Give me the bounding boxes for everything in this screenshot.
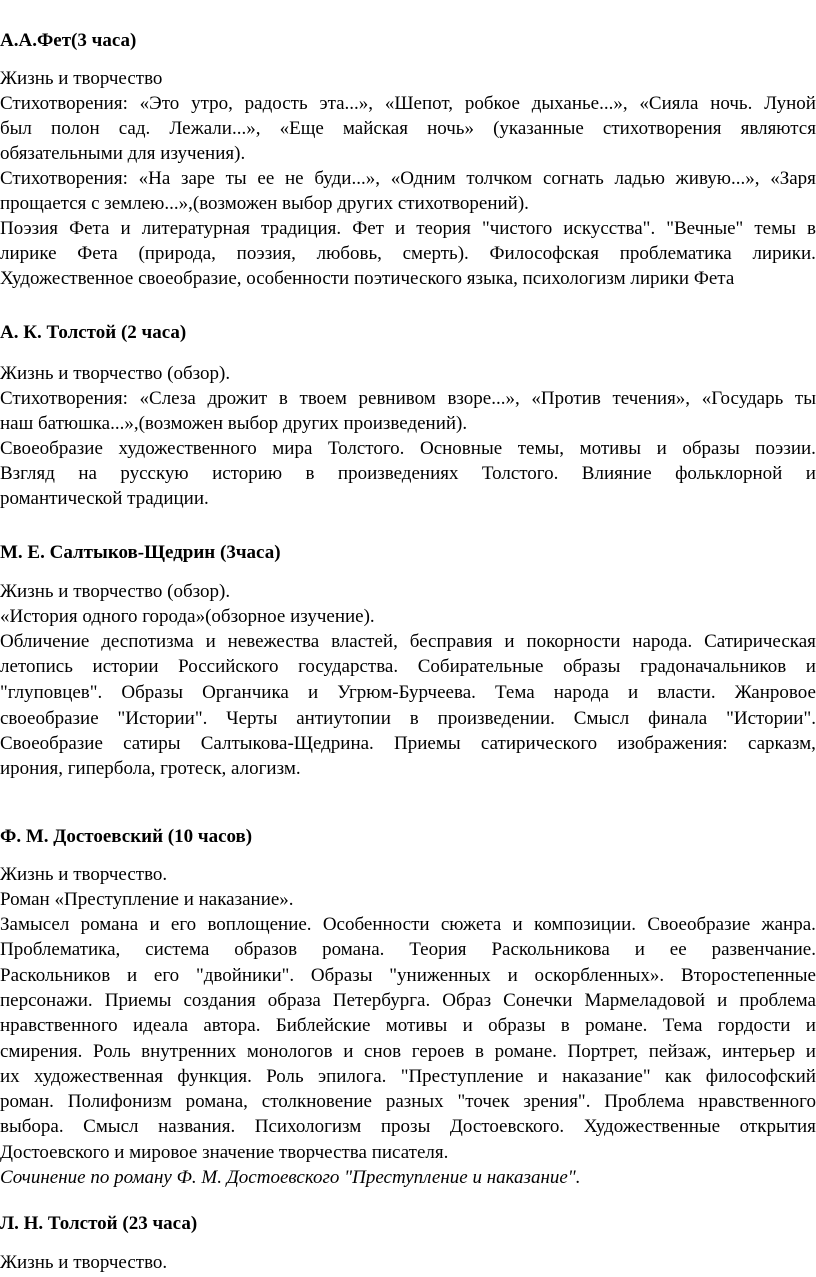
word: жанра. — [761, 914, 816, 935]
word: образы — [488, 1015, 546, 1036]
word: система — [145, 939, 210, 960]
word: финала — [648, 708, 708, 729]
text-line: смирения. — [0, 1041, 83, 1062]
word: «Еще — [279, 118, 324, 139]
text-line-justified — [0, 654, 816, 679]
word: "Истории". — [726, 708, 816, 729]
word: оскорбленных». — [534, 965, 665, 986]
word: полон — [51, 118, 100, 139]
word: властей, — [331, 631, 398, 652]
text-line: Своеобразие — [0, 438, 103, 459]
word: "Преступление — [400, 1066, 524, 1087]
word: Образ — [442, 990, 492, 1011]
text-line: Поэзия — [0, 218, 59, 239]
word: "чистого — [481, 218, 553, 239]
word: и — [634, 939, 645, 960]
word: ты — [225, 168, 247, 189]
text-line: «История одного города»(обзорное изучение). — [0, 606, 375, 627]
word: Библейские — [275, 1015, 371, 1036]
word: Достоевского. — [449, 1116, 565, 1137]
word: заре — [180, 168, 215, 189]
word: и — [512, 914, 523, 935]
text-line: Жизнь и творчество (обзор). — [0, 363, 231, 384]
text-line: ирония, гипербола, гротеск, алогизм. — [0, 758, 301, 779]
word: фольклорной — [675, 463, 783, 484]
section-heading-saltykov: М. Е. Салтыков-Щедрин (3часа) — [0, 542, 281, 563]
text-line-justified — [0, 629, 816, 654]
word: искусства". — [563, 218, 656, 239]
word: смерть). — [402, 243, 469, 264]
word: «Государь — [701, 388, 784, 409]
word: Смысл — [83, 1116, 139, 1137]
text-line: Своеобразие — [0, 733, 103, 754]
word: Образы — [121, 682, 183, 703]
word: дрожит — [207, 388, 268, 409]
word: мотивы — [579, 438, 642, 459]
word: Черты — [226, 708, 278, 729]
word: течения», — [612, 388, 691, 409]
word: интерьер — [721, 1041, 796, 1062]
word: названия. — [158, 1116, 236, 1137]
word: Философская — [489, 243, 599, 264]
word: романе. — [585, 1015, 648, 1036]
word: Мармеладовой — [584, 990, 706, 1011]
word: буди...», — [314, 168, 380, 189]
text-line-justified — [0, 116, 816, 141]
word: Сатирическая — [704, 631, 816, 652]
word: идеала — [132, 1015, 188, 1036]
text-line-justified — [0, 706, 816, 731]
word: стихотворения — [602, 118, 722, 139]
word: и — [717, 990, 728, 1011]
word: «Шепот, — [384, 93, 454, 114]
word: ладью — [614, 168, 665, 189]
text-line-justified — [0, 1064, 816, 1089]
word: сарказм, — [747, 733, 816, 754]
word: воплощение. — [207, 914, 312, 935]
word: "Вечные" — [666, 218, 744, 239]
text-line: Жизнь и творчество. — [0, 1252, 168, 1273]
word: в — [474, 1041, 484, 1062]
word: мотивы — [385, 1015, 448, 1036]
word: зрения". — [523, 1091, 591, 1112]
word: изображения: — [617, 733, 728, 754]
text-line: летопись — [0, 656, 73, 677]
word: Портрет, — [567, 1041, 639, 1062]
word: являются — [740, 118, 816, 139]
word: в — [806, 218, 816, 239]
word: невежества — [227, 631, 320, 652]
word: и — [656, 438, 667, 459]
word: любовь, — [316, 243, 382, 264]
word: поэзия, — [236, 243, 296, 264]
essay-assignment-line: Сочинение по роману Ф. М. Достоевского "Преступление и наказание". — [0, 1167, 581, 1188]
word: историю — [212, 463, 283, 484]
word: монологов — [246, 1041, 333, 1062]
word: Салтыкова-Щедрина. — [200, 733, 374, 754]
text-line-justified — [0, 963, 816, 988]
word: "униженных — [389, 965, 491, 986]
word: «На — [138, 168, 171, 189]
word: бесправия — [409, 631, 493, 652]
text-line: Раскольников — [0, 965, 111, 986]
text-line-justified — [0, 1089, 816, 1114]
word: Проблема — [604, 1091, 685, 1112]
word: внутренних — [141, 1041, 237, 1062]
word: его — [153, 965, 180, 986]
text-line-justified — [0, 241, 816, 266]
word: твоем — [299, 388, 347, 409]
text-line-justified — [0, 1013, 816, 1038]
word: Приемы — [394, 733, 461, 754]
word: радость — [244, 93, 308, 114]
word: мира — [272, 438, 313, 459]
word: романа. — [322, 939, 385, 960]
word: поэзии. — [755, 438, 816, 459]
text-line: Проблематика, — [0, 939, 121, 960]
word: Основные — [419, 438, 503, 459]
word: сад. — [118, 118, 151, 139]
word: сатирического — [480, 733, 598, 754]
text-line: роман. — [0, 1091, 54, 1112]
word: ты — [794, 388, 816, 409]
word: антиутопии — [296, 708, 391, 729]
word: произведениях — [337, 463, 459, 484]
word: Полифонизм — [67, 1091, 172, 1112]
word: русскую — [120, 463, 189, 484]
word: композиции. — [534, 914, 637, 935]
word: ее — [669, 939, 687, 960]
text-line: обязательными для изучения). — [0, 143, 246, 164]
word: Фета — [77, 243, 118, 264]
text-line: Жизнь и творчество. — [0, 864, 168, 885]
word: Образы — [310, 965, 373, 986]
word: (природа, — [138, 243, 216, 264]
word: темы, — [517, 438, 564, 459]
text-line: Стихотворения: — [0, 388, 128, 409]
word: героев — [411, 1041, 465, 1062]
word: Роль — [93, 1041, 131, 1062]
text-line: Жизнь и творчество — [0, 68, 163, 89]
word: прозы — [380, 1116, 431, 1137]
word: образы — [563, 656, 621, 677]
word: ночь» — [427, 118, 474, 139]
word: власти. — [657, 682, 716, 703]
word: Собирательные — [417, 656, 544, 677]
text-line: наш батюшка...»,(возможен выбор других произведений). — [0, 413, 468, 434]
word: сатиры — [123, 733, 181, 754]
word: согнать — [542, 168, 604, 189]
word: «Против — [531, 388, 601, 409]
word: градоначальников — [640, 656, 787, 677]
word: художественная — [33, 1066, 164, 1087]
word: и — [395, 218, 406, 239]
word: Сонечки — [503, 990, 573, 1011]
text-line-justified — [0, 988, 816, 1013]
word: как — [664, 1066, 692, 1087]
word: пейзаж, — [648, 1041, 712, 1062]
word: народа — [553, 682, 609, 703]
text-line: Стихотворения: — [0, 168, 128, 189]
word: сюжета — [440, 914, 502, 935]
text-line: "глуповцев". — [0, 682, 103, 703]
word: «Заря — [770, 168, 816, 189]
word: "двойники". — [195, 965, 295, 986]
word: художественного — [118, 438, 257, 459]
text-line-justified — [0, 937, 816, 962]
word: наказание" — [562, 1066, 651, 1087]
word: Особенности — [322, 914, 430, 935]
word: и — [307, 682, 319, 703]
word: Луной — [764, 93, 816, 114]
word: в — [278, 388, 288, 409]
word: в — [409, 708, 419, 729]
word: образы — [682, 438, 740, 459]
word: робкое — [464, 93, 520, 114]
text-line-justified — [0, 436, 816, 461]
word: эта...», — [319, 93, 374, 114]
word: "Истории". — [117, 708, 208, 729]
text-line-justified — [0, 912, 816, 937]
text-line: своеобразие — [0, 708, 99, 729]
word: Раскольникова — [491, 939, 610, 960]
word: Фет — [352, 218, 384, 239]
word: и — [149, 914, 160, 935]
word: деспотизма — [101, 631, 194, 652]
text-line-justified — [0, 166, 816, 191]
text-line: прощается с землею...»,(возможен выбор других стихотворений). — [0, 193, 529, 214]
word: Угрюм-Бурчеева. — [337, 682, 476, 703]
word: разных — [385, 1091, 444, 1112]
text-line-justified — [0, 386, 816, 411]
word: романе. — [494, 1041, 557, 1062]
word: романа — [80, 914, 139, 935]
word: функция. — [177, 1066, 252, 1087]
word: Влияние — [581, 463, 652, 484]
section-heading-ak-tolstoy: А. К. Толстой (2 часа) — [0, 322, 187, 343]
text-line: Роман «Преступление и наказание». — [0, 889, 294, 910]
section-heading-ln-tolstoy: Л. Н. Толстой (23 часа) — [0, 1213, 198, 1234]
word: ревнивом — [358, 388, 436, 409]
word: литературная — [141, 218, 250, 239]
text-line: Взгляд — [0, 463, 55, 484]
word: произведении. — [437, 708, 555, 729]
word: образа — [267, 990, 321, 1011]
word: Российского — [178, 656, 279, 677]
word: открытия — [739, 1116, 816, 1137]
section-heading-dostoevsky: Ф. М. Достоевский (10 часов) — [0, 826, 253, 847]
word: истории — [92, 656, 159, 677]
word: утро, — [191, 93, 233, 114]
word: и — [504, 631, 515, 652]
text-line: Художественное своеобразие, особенности поэтического языка, психологизм лирики Фета — [0, 268, 735, 289]
word: «Это — [139, 93, 180, 114]
word: Тема — [495, 682, 535, 703]
word: «Одним — [390, 168, 456, 189]
word: эпилога. — [317, 1066, 387, 1087]
word: и — [126, 965, 138, 986]
word: Психологизм — [254, 1116, 362, 1137]
word: Тема — [662, 1015, 703, 1036]
text-line: их — [0, 1066, 20, 1087]
text-line: выбора. — [0, 1116, 64, 1137]
word: дыханье...», — [531, 93, 628, 114]
word: романа, — [185, 1091, 248, 1112]
word: автора. — [203, 1015, 261, 1036]
word: (указанные — [493, 118, 584, 139]
word: образов — [234, 939, 298, 960]
text-line-justified — [0, 1039, 816, 1064]
word: Художественные — [583, 1116, 721, 1137]
word: Органчика — [202, 682, 289, 703]
word: Смысл — [573, 708, 630, 729]
word: лирики. — [752, 243, 816, 264]
word: проблема — [739, 990, 816, 1011]
word: гордости — [717, 1015, 791, 1036]
text-line: Обличение — [0, 631, 90, 652]
word: на — [78, 463, 97, 484]
word: майская — [342, 118, 408, 139]
text-line-justified — [0, 1114, 816, 1139]
word: ночь. — [710, 93, 753, 114]
word: Своеобразие — [647, 914, 751, 935]
word: развенчание. — [711, 939, 816, 960]
text-line: нравственного — [0, 1015, 118, 1036]
word: Роль — [266, 1066, 304, 1087]
word: и — [805, 463, 816, 484]
word: Теория — [409, 939, 467, 960]
word: столкновение — [261, 1091, 372, 1112]
word: создания — [183, 990, 256, 1011]
word: Приемы — [104, 990, 172, 1011]
word: проблематика — [619, 243, 732, 264]
word: традиция. — [261, 218, 342, 239]
text-line: лирике — [0, 243, 57, 264]
word: и — [805, 1015, 816, 1036]
word: в — [305, 463, 315, 484]
word: философский — [705, 1066, 816, 1087]
word: Жанровое — [734, 682, 816, 703]
word: и — [628, 682, 639, 703]
text-line-justified — [0, 731, 816, 756]
word: «Слеза — [139, 388, 196, 409]
word: Петербурга. — [332, 990, 431, 1011]
word: и — [343, 1041, 354, 1062]
word: Толстого. — [327, 438, 405, 459]
text-line: Стихотворения: — [0, 93, 128, 114]
text-line: был — [0, 118, 32, 139]
text-line-justified — [0, 680, 816, 705]
word: и — [462, 1015, 473, 1036]
word: живую...», — [675, 168, 760, 189]
word: снов — [364, 1041, 402, 1062]
word: теория — [416, 218, 471, 239]
word: и — [537, 1066, 548, 1087]
word: ее — [257, 168, 275, 189]
word: нравственного — [698, 1091, 816, 1112]
text-line-justified — [0, 461, 816, 486]
text-line: романтической традиции. — [0, 488, 209, 509]
word: не — [285, 168, 304, 189]
text-line: персонажи. — [0, 990, 93, 1011]
word: темы — [754, 218, 796, 239]
word: его — [170, 914, 197, 935]
word: и — [805, 656, 816, 677]
word: Второстепенные — [680, 965, 816, 986]
text-line: Замысел — [0, 914, 70, 935]
word: покорности — [526, 631, 621, 652]
word: Фета — [69, 218, 110, 239]
text-line: Достоевского и мировое значение творчества писателя. — [0, 1142, 449, 1163]
word: взоре...», — [447, 388, 520, 409]
word: "точек — [457, 1091, 510, 1112]
word: Лежали...», — [169, 118, 261, 139]
word: Толстого. — [481, 463, 559, 484]
text-line-justified — [0, 91, 816, 116]
section-heading-fet: А.А.Фет(3 часа) — [0, 30, 137, 51]
word: народа. — [632, 631, 693, 652]
text-line: Жизнь и творчество (обзор). — [0, 581, 231, 602]
word: в — [560, 1015, 570, 1036]
text-line-justified — [0, 216, 816, 241]
word: и — [805, 1041, 816, 1062]
word: и — [205, 631, 216, 652]
word: и — [120, 218, 131, 239]
word: толчком — [466, 168, 533, 189]
word: и — [507, 965, 518, 986]
word: государства. — [298, 656, 399, 677]
word: «Сияла — [639, 93, 699, 114]
